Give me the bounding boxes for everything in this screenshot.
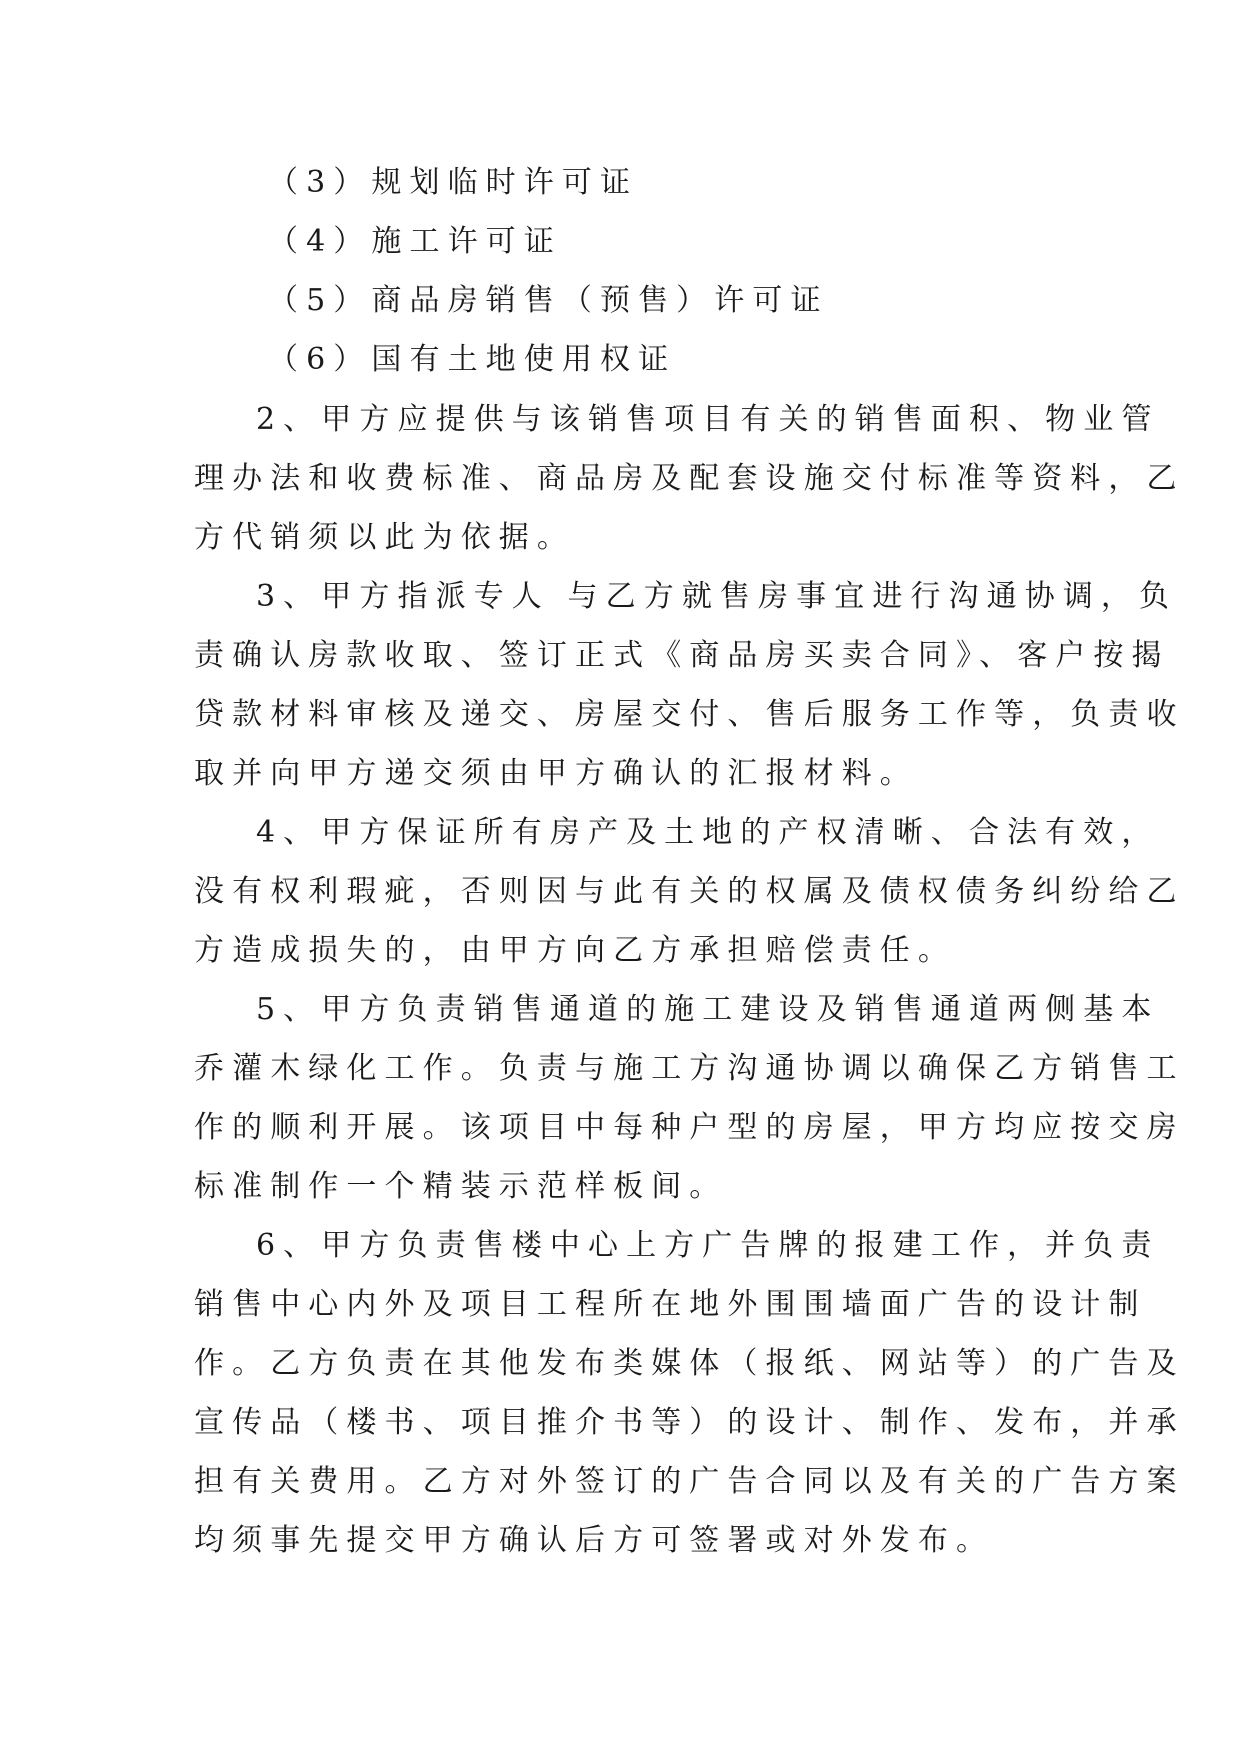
paragraph-6-line-3: 作。乙方负责在其他发布类媒体（报纸、网站等）的广告及	[194, 1346, 1185, 1381]
paragraph-6-line-5: 担有关费用。乙方对外签订的广告合同以及有关的广告方案	[194, 1464, 1185, 1499]
paragraph-3-line-1: 3、甲方指派专人 与乙方就售房事宜进行沟通协调，负	[256, 579, 1178, 614]
sub-item-4: （4）施工许可证	[268, 224, 562, 259]
paragraph-6-line-2: 销售中心内外及项目工程所在地外围围墙面广告的设计制	[194, 1287, 1147, 1322]
sub-item-3: （3）规划临时许可证	[268, 165, 639, 200]
paragraph-5-line-3: 作的顺利开展。该项目中每种户型的房屋，甲方均应按交房	[194, 1110, 1185, 1145]
sub-item-5: （5）商品房销售（预售）许可证	[268, 283, 829, 318]
paragraph-2-line-3: 方代销须以此为依据。	[194, 520, 575, 555]
paragraph-3-line-4: 取并向甲方递交须由甲方确认的汇报材料。	[194, 756, 918, 791]
paragraph-4-line-3: 方造成损失的，由甲方向乙方承担赔偿责任。	[194, 933, 956, 968]
paragraph-4-line-2: 没有权利瑕疵，否则因与此有关的权属及债权债务纠纷给乙	[194, 874, 1185, 909]
paragraph-3-line-3: 贷款材料审核及递交、房屋交付、售后服务工作等，负责收	[194, 697, 1185, 732]
paragraph-2-line-2: 理办法和收费标准、商品房及配套设施交付标准等资料，乙	[194, 461, 1185, 496]
paragraph-6-line-6: 均须事先提交甲方确认后方可签署或对外发布。	[194, 1523, 995, 1558]
paragraph-5-line-4: 标准制作一个精装示范样板间。	[194, 1169, 728, 1204]
paragraph-2-line-1: 2、甲方应提供与该销售项目有关的销售面积、物业管	[256, 402, 1160, 437]
paragraph-6-line-1: 6、甲方负责售楼中心上方广告牌的报建工作，并负责	[256, 1228, 1160, 1263]
paragraph-5-line-2: 乔灌木绿化工作。负责与施工方沟通协调以确保乙方销售工	[194, 1051, 1185, 1086]
paragraph-4-line-1: 4、甲方保证所有房产及土地的产权清晰、合法有效，	[256, 815, 1160, 850]
sub-item-6: （6）国有土地使用权证	[268, 342, 677, 377]
paragraph-5-line-1: 5、甲方负责销售通道的施工建设及销售通道两侧基本	[256, 992, 1160, 1027]
paragraph-3-line-2: 责确认房款收取、签订正式《商品房买卖合同》、客户按揭	[194, 638, 1170, 673]
paragraph-6-line-4: 宣传品（楼书、项目推介书等）的设计、制作、发布，并承	[194, 1405, 1185, 1440]
